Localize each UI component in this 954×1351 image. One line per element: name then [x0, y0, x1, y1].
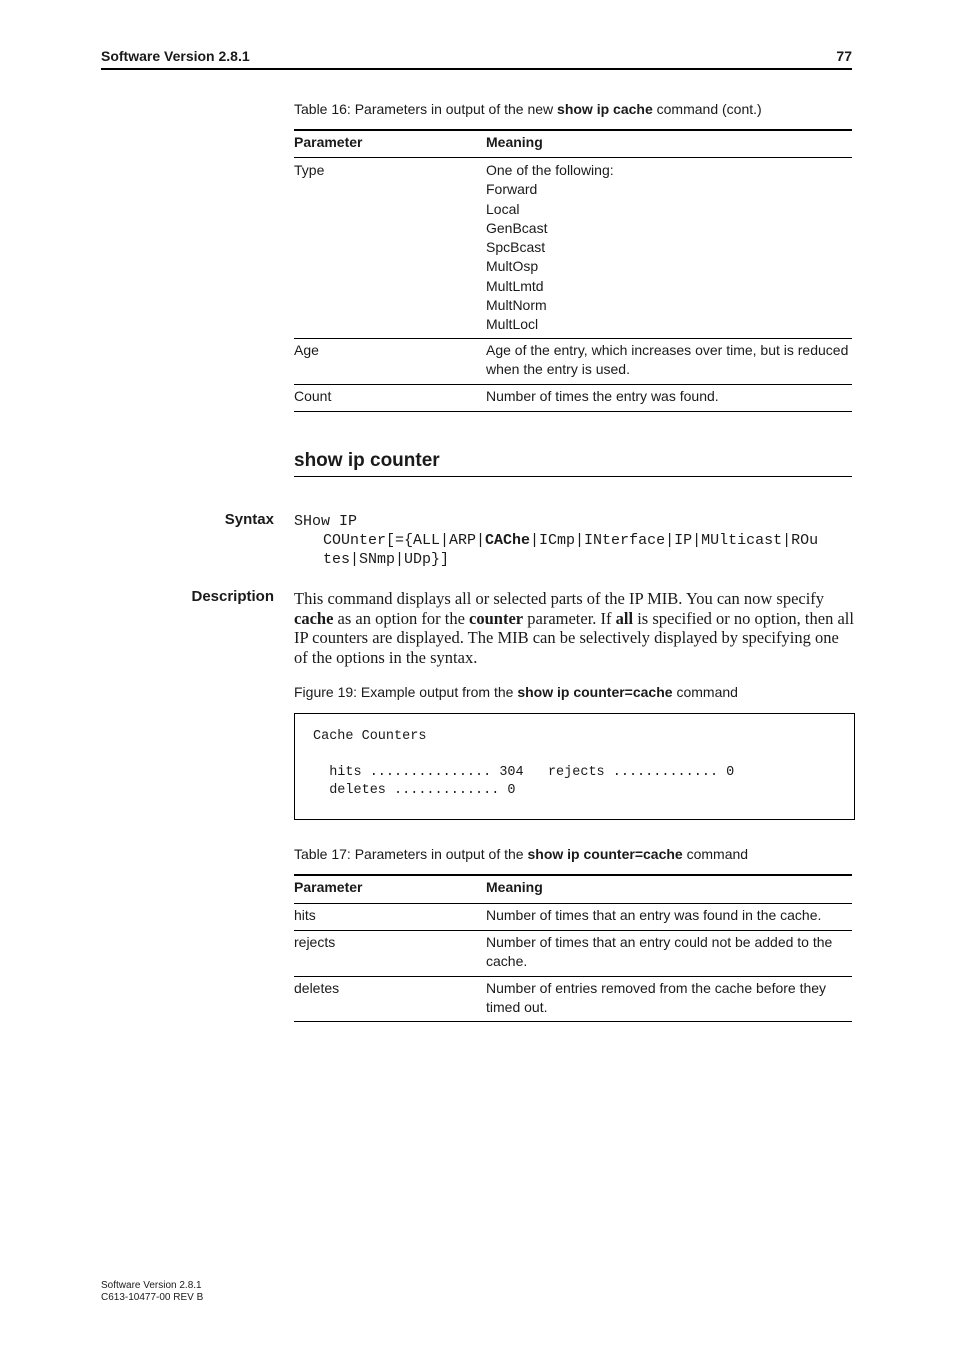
table17-caption: Table 17: Parameters in output of the show ip counter=cache command [294, 846, 749, 862]
footer-version: Software Version 2.8.1 [101, 1280, 202, 1291]
figure19-code-box [294, 713, 855, 820]
code-line-2: hits ............... 304 rejects ............. 0 [313, 765, 735, 780]
table17-row-rejects-param: rejects [294, 934, 336, 950]
header-rule [101, 68, 852, 70]
code-line-3: deletes ............. 0 [313, 783, 516, 798]
syntax-line-3: tes|SNmp|UDp}] [323, 551, 450, 568]
table16-header-parameter: Parameter [294, 134, 363, 150]
table16-bottom-rule [294, 411, 852, 412]
table17-header-rule [294, 903, 852, 904]
table17-row-hits-param: hits [294, 907, 316, 923]
table17-bottom-rule [294, 1021, 852, 1022]
running-header-title: Software Version 2.8.1 [101, 48, 250, 64]
table16-header-rule [294, 157, 852, 158]
section-heading-rule [294, 476, 852, 477]
table17-row-rule [294, 930, 852, 931]
table16-row-rule [294, 338, 852, 339]
table16-row-count-meaning: Number of times the entry was found. [486, 388, 719, 404]
table17-row-deletes-meaning: Number of entries removed from the cache before they timed out. [486, 980, 827, 1016]
footer-doc-number: C613-10477-00 REV B [101, 1292, 204, 1303]
table17-header-parameter: Parameter [294, 879, 363, 895]
syntax-line-1: SHow IP [294, 513, 358, 530]
page-number: 77 [836, 48, 852, 64]
table16-caption: Table 16: Parameters in output of the new show ip cache command (cont.) [294, 101, 762, 117]
table16-row-count-param: Count [294, 388, 332, 404]
table16-top-rule [294, 129, 852, 131]
syntax-label: Syntax [224, 511, 274, 528]
section-heading: show ip counter [294, 450, 440, 471]
table17-row-rejects-meaning: Number of times that an entry could not be added to the cache. [486, 934, 833, 970]
table16-row-age-param: Age [294, 342, 319, 358]
table17-row-rule [294, 976, 852, 977]
table16-header-meaning: Meaning [486, 134, 543, 150]
table16-row-rule [294, 384, 852, 385]
table17-top-rule [294, 874, 852, 876]
table17-row-deletes-param: deletes [294, 980, 340, 996]
syntax-line-2: COUnter[={ALL|ARP|CAChe|ICmp|INterface|IP|MUlticast|ROu [323, 532, 819, 549]
code-line-1: Cache Counters [313, 729, 427, 744]
table16-row-type-meaning: One of the following: Forward Local GenBcast SpcBcast MultOsp MultLmtd MultNorm MultLocl [486, 162, 614, 333]
description-label: Description [191, 588, 274, 605]
figure19-caption: Figure 19: Example output from the show ip counter=cache command [294, 684, 738, 700]
table17-header-meaning: Meaning [486, 879, 543, 895]
table17-row-hits-meaning: Number of times that an entry was found in the cache. [486, 907, 822, 923]
footer [101, 1280, 203, 1304]
description-text: This command displays all or selected parts of the IP MIB. You can now specify cache as an option for the counter parameter. If all is specified or no option, then all IP counters are displayed. The MIB can be selectively displayed by specifying one of the options in the syntax. [294, 589, 854, 667]
table16-row-age-meaning: Age of the entry, which increases over time, but is reduced when the entry is used. [486, 342, 849, 378]
table16-row-type-param: Type [294, 162, 325, 178]
